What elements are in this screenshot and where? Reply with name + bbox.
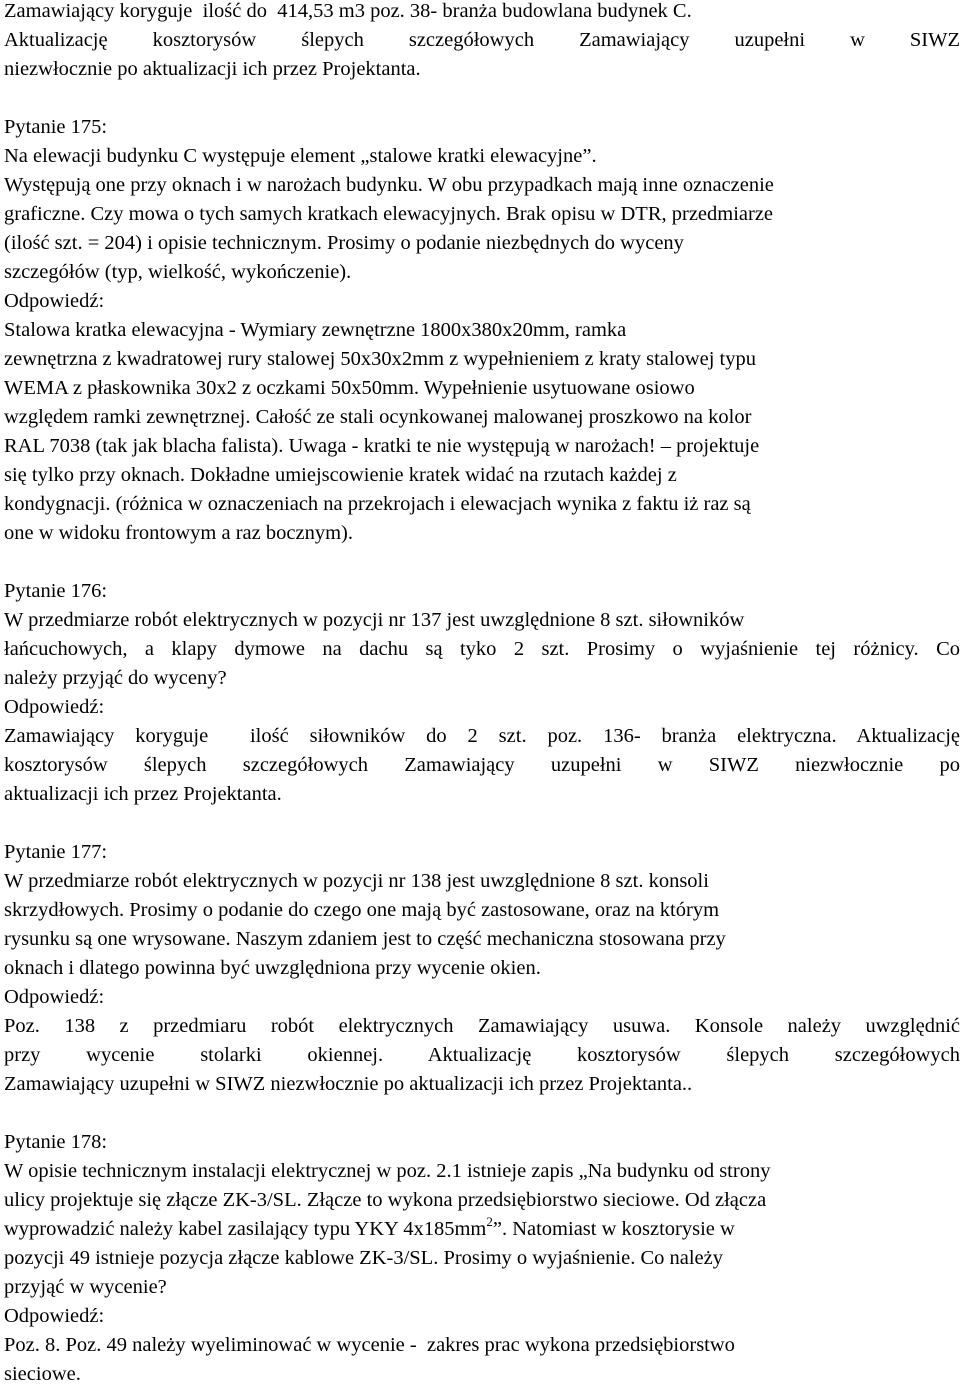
answer-176-line-1: Zamawiający koryguje ilość siłowników do 2 szt. poz. 136- branża elektryczna. Aktualizację [4, 725, 960, 747]
answer-175-line-3: WEMA z płaskownika 30x2 z oczkami 50x50mm. Wypełnienie usytuowane osiowo [4, 377, 695, 399]
answer-177-line-1: Poz. 138 z przedmiaru robót elektrycznych Zamawiający usuwa. Konsole należy uwzględnić [4, 1015, 960, 1037]
question-178-line-3-rest: ”. Natomiast w kosztorysie w [492, 1218, 735, 1240]
intro-line-2: Aktualizację kosztorysów ślepych szczegółowych Zamawiający uzupełni w SIWZ [4, 29, 960, 51]
question-177-line-3: rysunku są one wrysowane. Naszym zdaniem jest to część mechaniczna stosowana przy [4, 928, 726, 950]
answer-178-line-2: sieciowe. [4, 1363, 81, 1385]
question-177-line-1: W przedmiarze robót elektrycznych w pozycji nr 138 jest uwzględnione 8 szt. konsoli [4, 870, 709, 892]
question-176-heading: Pytanie 176: [4, 580, 108, 602]
answer-175-line-7: kondygnacji. (różnica w oznaczeniach na przekrojach i elewacjach wynika z faktu iż raz są [4, 493, 751, 515]
question-178-line-2: ulicy projektuje się złącze ZK-3/SL. Złącze to wykona przedsiębiorstwo sieciowe. Od złącza [4, 1189, 767, 1211]
answer-178-label: Odpowiedź: [4, 1305, 105, 1327]
question-175-line-4: (ilość szt. = 204) i opisie technicznym. Prosimy o podanie niezbędnych do wyceny [4, 232, 684, 254]
question-178-heading: Pytanie 178: [4, 1131, 108, 1153]
question-178-line-1: W opisie technicznym instalacji elektrycznej w poz. 2.1 istnieje zapis „Na budynku od strony [4, 1160, 771, 1182]
question-175-line-2: Występują one przy oknach i w narożach budynku. W obu przypadkach mają inne oznaczenie [4, 174, 774, 196]
question-176-line-1: W przedmiarze robót elektrycznych w pozycji nr 137 jest uwzględnione 8 szt. siłowników [4, 609, 745, 631]
answer-176-label: Odpowiedź: [4, 696, 105, 718]
answer-177-line-3: Zamawiający uzupełni w SIWZ niezwłocznie po aktualizacji ich przez Projektanta.. [4, 1073, 693, 1095]
question-175-line-5: szczegółów (typ, wielkość, wykończenie). [4, 261, 352, 283]
question-178-line-3-text: wyprowadzić należy kabel zasilający typu YKY 4x185mm [4, 1218, 487, 1240]
question-176-line-2: łańcuchowych, a klapy dymowe na dachu są tyko 2 szt. Prosimy o wyjaśnienie tej różnicy. Co [4, 638, 960, 660]
question-176-line-3: należy przyjąć do wyceny? [4, 667, 227, 689]
question-178-line-4: pozycji 49 istnieje pozycja złącze kablowe ZK-3/SL. Prosimy o wyjaśnienie. Co należy [4, 1247, 724, 1269]
answer-175-line-6: się tylko przy oknach. Dokładne umiejscowienie kratek widać na rzutach każdej z [4, 464, 677, 486]
answer-177-label: Odpowiedź: [4, 986, 105, 1008]
answer-175-line-5: RAL 7038 (tak jak blacha falista). Uwaga - kratki te nie występują w narożach! – projektuje [4, 435, 760, 457]
question-175-line-3: graficzne. Czy mowa o tych samych kratkach elewacyjnych. Brak opisu w DTR, przedmiarze [4, 203, 774, 225]
answer-176-line-2: kosztorysów ślepych szczegółowych Zamawiający uzupełni w SIWZ niezwłocznie po [4, 754, 960, 776]
question-177-heading: Pytanie 177: [4, 841, 108, 863]
question-178-line-5: przyjąć w wycenie? [4, 1276, 167, 1298]
answer-175-line-4: względem ramki zewnętrznej. Całość ze stali ocynkowanej malowanej proszkowo na kolor [4, 406, 752, 428]
answer-175-line-8: one w widoku frontowym a raz bocznym). [4, 522, 353, 544]
answer-175-line-1: Stalowa kratka elewacyjna - Wymiary zewnętrzne 1800x380x20mm, ramka [4, 319, 627, 341]
answer-176-line-3: aktualizacji ich przez Projektanta. [4, 783, 282, 805]
answer-175-label: Odpowiedź: [4, 290, 105, 312]
answer-177-line-2: przy wycenie stolarki okiennej. Aktualizację kosztorysów ślepych szczegółowych [4, 1044, 960, 1066]
intro-line-3: niezwłocznie po aktualizacji ich przez Projektanta. [4, 58, 421, 80]
superscript-two: 2 [486, 1214, 493, 1229]
question-175-heading: Pytanie 175: [4, 116, 108, 138]
answer-175-line-2: zewnętrzna z kwadratowej rury stalowej 50x30x2mm z wypełnieniem z kraty stalowej typu [4, 348, 756, 370]
answer-178-line-1: Poz. 8. Poz. 49 należy wyeliminować w wycenie - zakres prac wykona przedsiębiorstwo [4, 1334, 735, 1356]
question-178-line-3 [4, 1215, 735, 1244]
intro-line-1: Zamawiający koryguje ilość do 414,53 m3 poz. 38- branża budowlana budynek C. [4, 0, 692, 22]
question-177-line-4: oknach i dlatego powinna być uwzględniona przy wycenie okien. [4, 957, 541, 979]
question-175-line-1: Na elewacji budynku C występuje element „stalowe kratki elewacyjne”. [4, 145, 597, 167]
question-177-line-2: skrzydłowych. Prosimy o podanie do czego one mają być zastosowane, oraz na którym [4, 899, 720, 921]
